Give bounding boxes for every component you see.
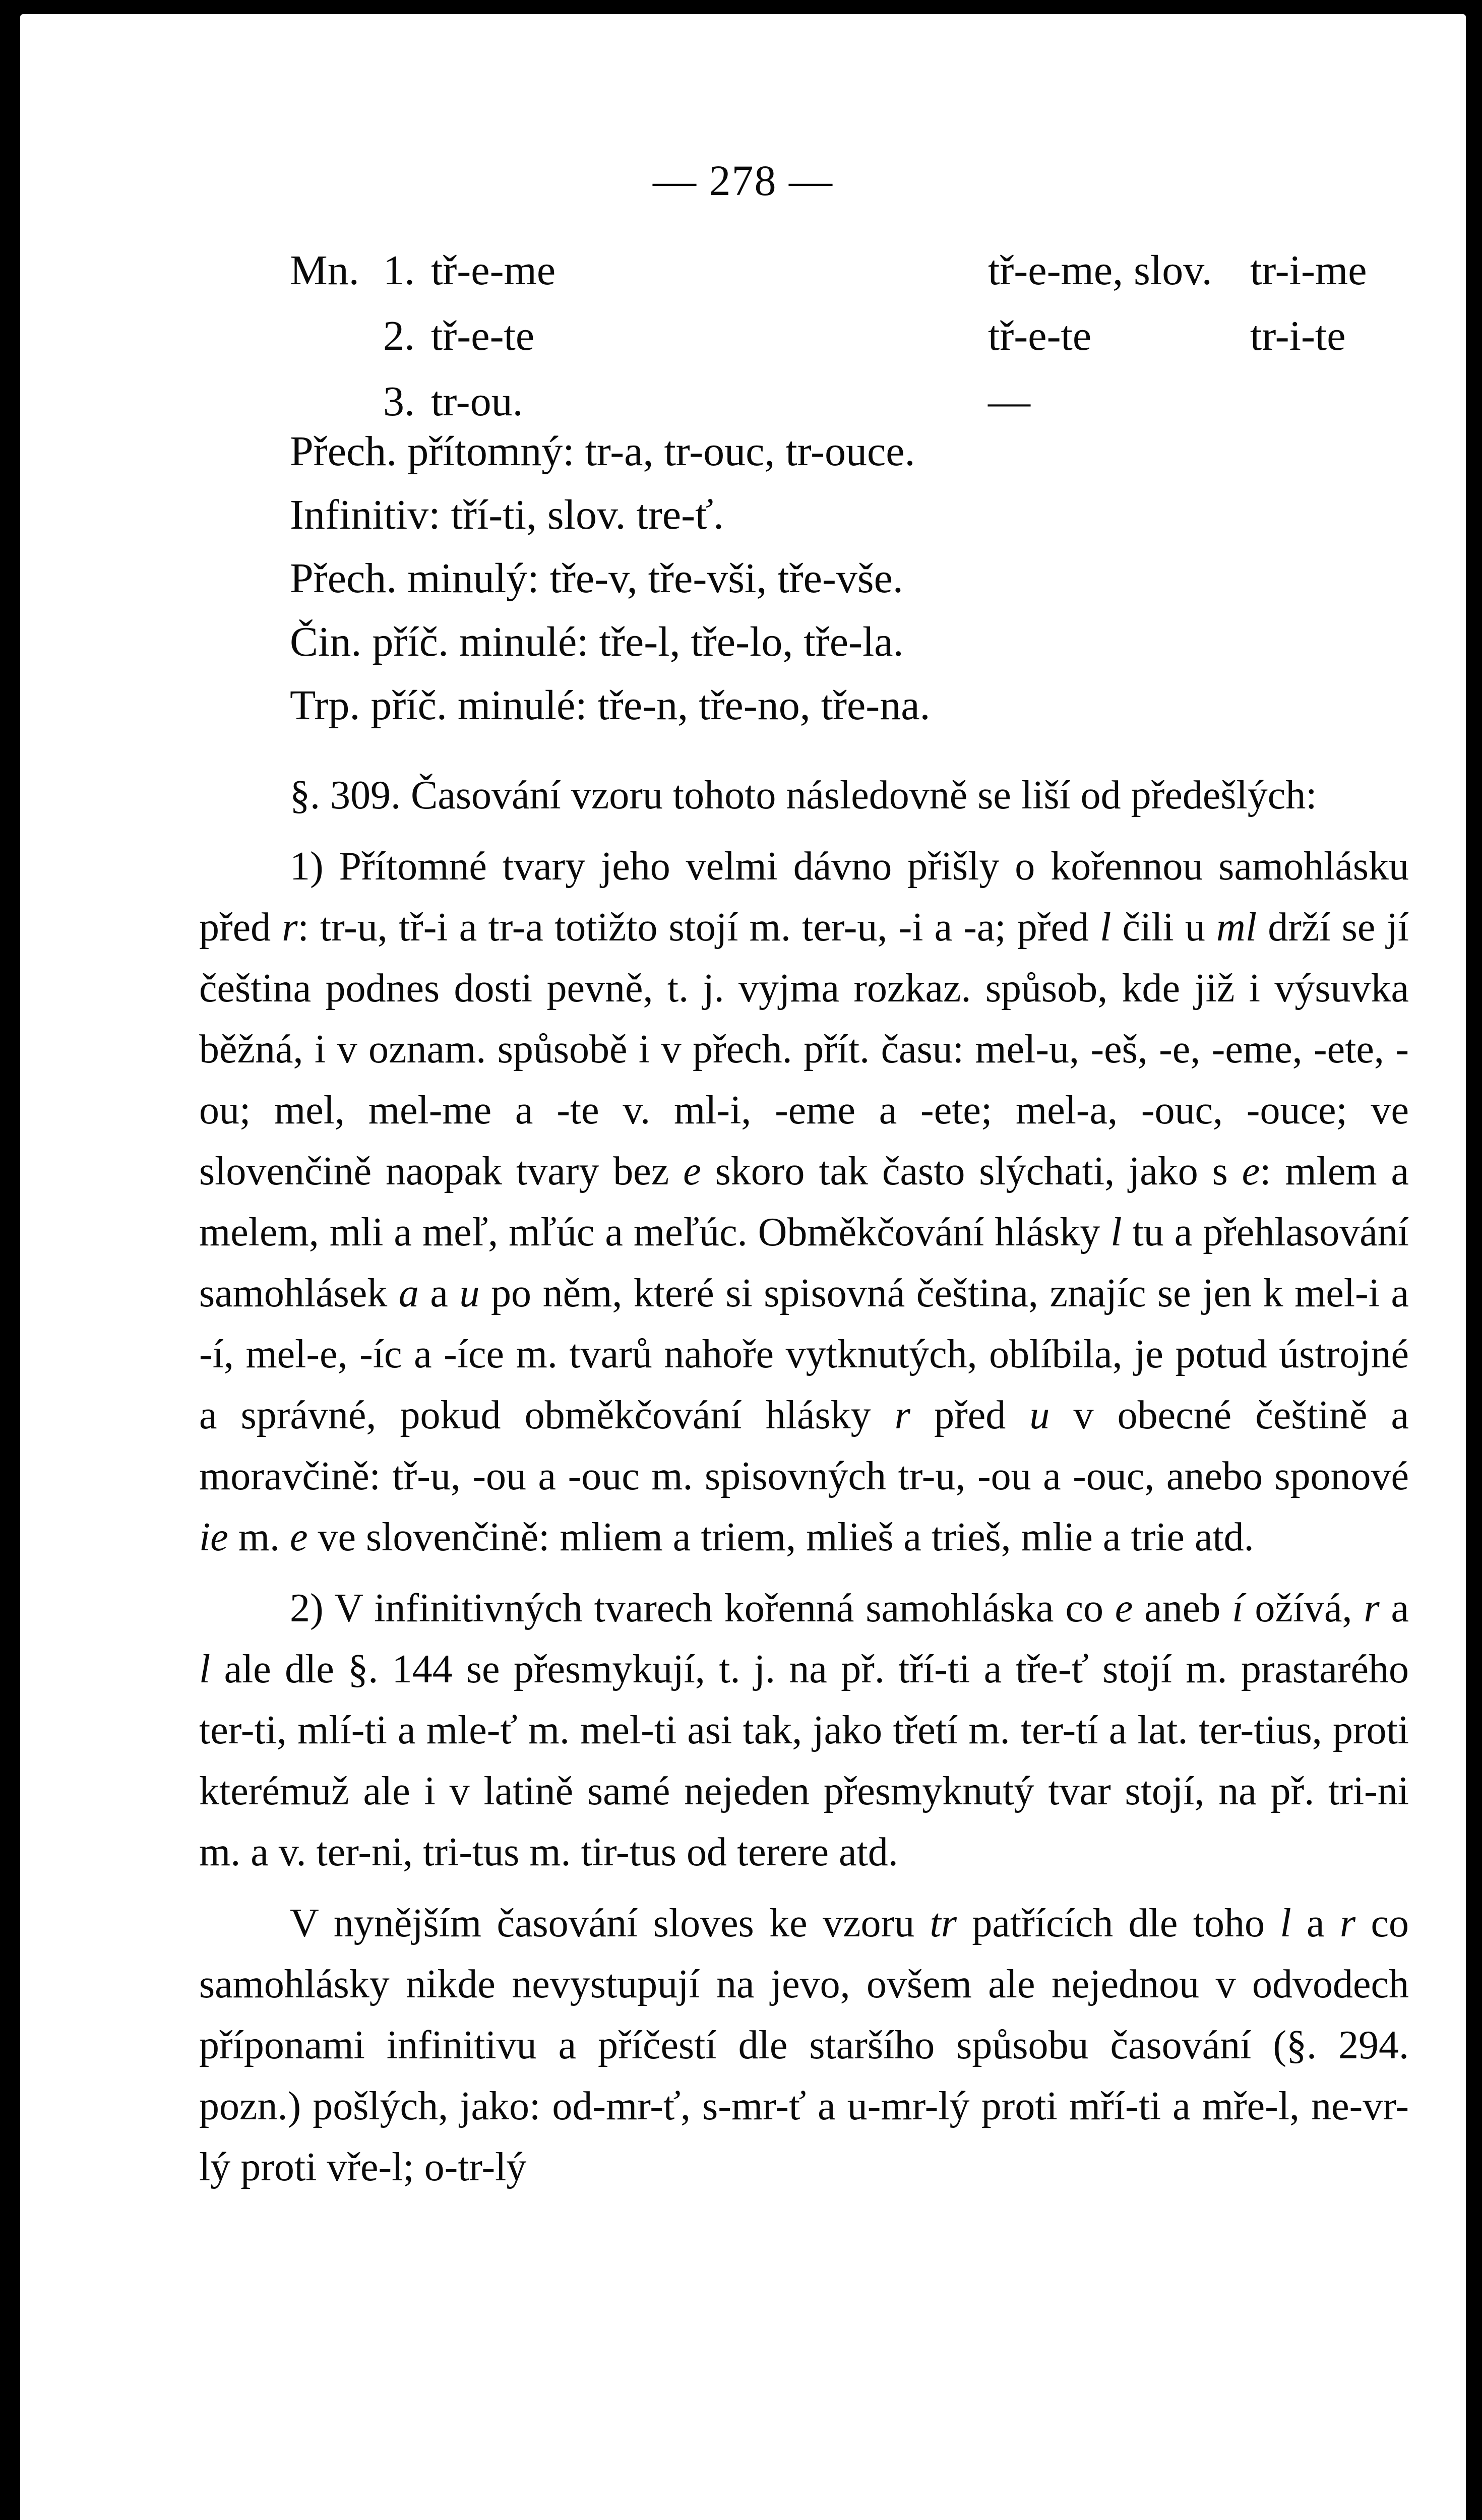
body-text	[199, 765, 1409, 2208]
form-line: Čin. příč. minulé: tře-l, tře-lo, tře-la.	[290, 618, 904, 665]
person-number: 2.	[383, 312, 415, 359]
czech-form: tř-e-me	[431, 247, 556, 294]
book-page	[20, 14, 1466, 2520]
verb-forms	[290, 420, 1399, 737]
section-heading: §. 309.	[290, 773, 401, 817]
czech-form: tr-ou.	[431, 378, 523, 425]
old-form: —	[988, 378, 1030, 425]
number-label: Mn.	[290, 247, 359, 294]
form-line: Infinitiv: tří-ti, slov. tre-ť.	[290, 491, 724, 538]
form-line: Přech. přítomný: tr-a, tr-ouc, tr-ouce.	[290, 428, 915, 475]
page-number: — 278 —	[653, 156, 833, 205]
section-intro: §. 309. Časování vzoru tohoto následovně se liší od předešlých:	[290, 773, 1317, 817]
conjugation-row	[20, 311, 1466, 377]
paragraph-3: V nynějším časování sloves ke vzoru tr patřících dle toho l a r co samohlásky nikde nevystupují na jevo, ovšem ale nejednou v odvodech příponami infinitivu a příčestí dle staršího spůsobu časování (§. 294. pozn.) pošlých, jako: od-mr-ť, s-mr-ť a u-mr-lý proti mří-ti a mře-l, ne-vr-lý proti vře-l; o-tr-lý	[199, 1901, 1409, 2189]
slovak-form: tr-i-te	[1250, 312, 1346, 359]
person-number: 1.	[383, 247, 415, 294]
paragraph-2: 2) V infinitivných tvarech kořenná samohláska co e aneb í ožívá, r a l ale dle §. 144 se přesmykují, t. j. na př. tří-ti a tře-ť stojí m. prastarého ter-ti, mlí-ti a mle-ť m. mel-ti asi tak, jako třetí m. ter-tí a lat. ter-tius, proti kterémuž ale i v latině samé nejeden přesmyknutý tvar stojí, na př. tri-ni m. a v. ter-ni, tri-tus m. tir-tus od terere atd.	[199, 1586, 1409, 1874]
old-form: tř-e-te	[988, 312, 1092, 359]
conjugation-row	[20, 246, 1466, 311]
person-number: 3.	[383, 378, 415, 425]
slovak-form: tr-i-me	[1250, 247, 1367, 294]
form-line: Přech. minulý: tře-v, tře-vši, tře-vše.	[290, 555, 903, 602]
old-form: tř-e-me, slov.	[988, 247, 1212, 294]
czech-form: tř-e-te	[431, 312, 535, 359]
paragraph-1: 1) Přítomné tvary jeho velmi dávno přišly o kořennou samohlásku před r: tr-u, tř-i a tr-a totižto stojí m. ter-u, -i a -a; před l čili u ml drží se jí čeština podnes dosti pevně, t. j. vyjma rozkaz. spůsob, kde již i výsuvka běžná, i v oznam. spůsobě i v přech. přít. času: mel-u, -eš, -e, -eme, -ete, -ou; mel, mel-me a -te v. ml-i, -eme a -ete; mel-a, -ouc, -ouce; ve slovenčině naopak tvary bez e skoro tak často slýchati, jako s e: mlem a melem, mli a meľ, mľúc a meľúc. Obměkčování hlásky l tu a přehlasování samohlásek a a u po něm, které si spisovná čeština, znajíc se jen k mel-i a -í, mel-e, -íc a -íce m. tvarů nahoře vytknutých, oblíbila, je potud ústrojné a správné, pokud obměkčování hlásky r před u v obecné češtině a moravčině: tř-u, -ou a -ouc m. spisovných tr-u, -ou a -ouc, anebo sponové ie m. e ve slovenčině: mliem a triem, mlieš a trieš, mlie a trie atd.	[199, 844, 1409, 1559]
form-line: Trp. příč. minulé: tře-n, tře-no, tře-na.	[290, 682, 931, 729]
